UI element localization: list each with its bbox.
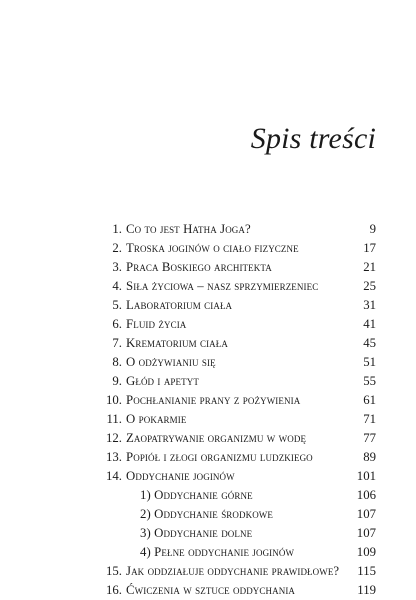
toc-entry-title: O pokarmie (126, 412, 187, 426)
toc-entry-page: 25 (363, 279, 376, 293)
toc-entry-number: 3. (112, 260, 122, 274)
toc-entry-title: Co to jest Hatha Joga? (126, 222, 251, 236)
toc-entry (100, 239, 376, 258)
toc-entry-page: 71 (363, 412, 376, 426)
page-title: Spis treści (250, 122, 376, 155)
toc-entry-title: Fluid życia (126, 317, 187, 331)
toc-entry-number: 6. (112, 317, 122, 331)
toc-entry (100, 258, 376, 277)
toc-subentry (100, 505, 376, 524)
toc-entry-title: Oddychanie joginów (126, 469, 235, 483)
toc-entry-title: Pochłanianie prany z pożywienia (126, 393, 301, 407)
toc-entry (100, 315, 376, 334)
toc-entry-number: 1. (112, 222, 122, 236)
toc-entry-page: 31 (363, 298, 376, 312)
toc-entry-title: Ćwiczenia w sztuce oddychania (126, 583, 296, 597)
toc-entry-title: 3) Oddychanie dolne (140, 526, 253, 540)
toc-entry-number: 8. (112, 355, 122, 369)
toc-entry-number: 4. (112, 279, 122, 293)
toc-subentry (100, 486, 376, 505)
toc-entry-page: 21 (363, 260, 376, 274)
toc-entry-page: 45 (363, 336, 376, 350)
toc-entry-number: 10. (106, 393, 122, 407)
toc-entry-number: 9. (112, 374, 122, 388)
toc-entry (100, 410, 376, 429)
toc-entry (100, 353, 376, 372)
toc-entry-title: 4) Pełne oddychanie joginów (140, 545, 295, 559)
toc-entry (100, 429, 376, 448)
toc-entry-number: 7. (112, 336, 122, 350)
toc-entry (100, 296, 376, 315)
toc-entry-page: 9 (369, 222, 376, 236)
toc-entry-page: 41 (363, 317, 376, 331)
toc-entry (100, 220, 376, 239)
toc-entry-page: 77 (363, 431, 376, 445)
toc-entry-number: 13. (106, 450, 122, 464)
toc-entry-page: 55 (363, 374, 376, 388)
toc-entry (100, 391, 376, 410)
toc-entry-page: 89 (363, 450, 376, 464)
table-of-contents (100, 220, 376, 600)
toc-entry-number: 12. (106, 431, 122, 445)
toc-entry-number: 11. (106, 412, 122, 426)
toc-entry-number: 15. (106, 564, 122, 578)
toc-entry-page: 107 (356, 526, 376, 540)
toc-entry-title: Laboratorium ciała (126, 298, 233, 312)
toc-entry-number: 2. (112, 241, 122, 255)
toc-entry (100, 562, 376, 581)
toc-subentry (100, 543, 376, 562)
toc-entry-page: 109 (356, 545, 376, 559)
toc-entry-page: 119 (357, 583, 376, 597)
toc-entry-title: Popiół i złogi organizmu ludzkiego (126, 450, 313, 464)
toc-entry-title: Krematorium ciała (126, 336, 228, 350)
toc-entry (100, 467, 376, 486)
toc-entry-page: 101 (356, 469, 376, 483)
toc-entry-title: Jak oddziałuje oddychanie prawidłowe? (126, 564, 340, 578)
toc-entry (100, 334, 376, 353)
toc-entry-page: 107 (356, 507, 376, 521)
toc-entry-number: 14. (106, 469, 122, 483)
toc-entry-page: 115 (357, 564, 376, 578)
toc-entry-title: 2) Oddychanie środkowe (140, 507, 273, 521)
toc-subentry (100, 524, 376, 543)
toc-entry-page: 61 (363, 393, 376, 407)
toc-entry-page: 106 (356, 488, 376, 502)
toc-entry-number: 16. (106, 583, 122, 597)
toc-entry (100, 372, 376, 391)
toc-entry-title: Siła życiowa – nasz sprzymierzeniec (126, 279, 319, 293)
toc-entry (100, 448, 376, 467)
toc-entry (100, 277, 376, 296)
toc-entry-page: 51 (363, 355, 376, 369)
toc-entry-title: O odżywianiu się (126, 355, 216, 369)
toc-entry (100, 581, 376, 600)
toc-entry-title: Zaopatrywanie organizmu w wodę (126, 431, 307, 445)
toc-entry-title: Troska joginów o ciało fizyczne (126, 241, 299, 255)
toc-entry-title: Głód i apetyt (126, 374, 199, 388)
toc-entry-number: 5. (112, 298, 122, 312)
toc-entry-title: Praca Boskiego architekta (126, 260, 272, 274)
toc-entry-title: 1) Oddychanie górne (140, 488, 253, 502)
toc-entry-page: 17 (363, 241, 376, 255)
